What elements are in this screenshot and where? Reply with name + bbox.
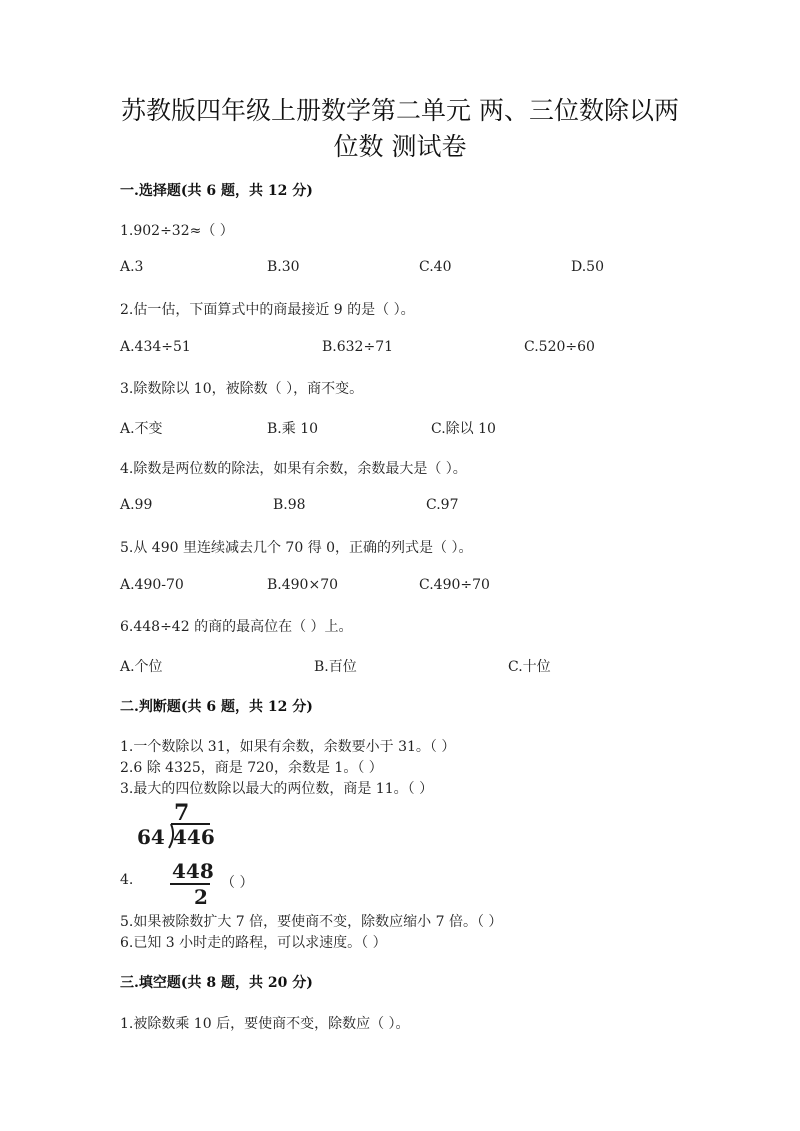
section-fill-heading: 三.填空题(共 8 题，共 20 分) [120, 975, 313, 991]
choice-4-option-a: A.99 [120, 497, 153, 513]
section-judge-heading: 二.判断题(共 6 题，共 12 分) [120, 699, 313, 715]
choice-5-option-a: A.490-70 [120, 577, 184, 593]
fill-question-1: 1.被除数乘 10 后，要使商不变，除数应（ ）。 [120, 1016, 410, 1032]
judge-question-5: 5.如果被除数扩大 7 倍，要使商不变，除数应缩小 7 倍。（ ） [120, 914, 503, 930]
choice-3-option-a: A.不变 [120, 421, 163, 437]
choice-question-5: 5.从 490 里连续减去几个 70 得 0，正确的列式是（ ）。 [120, 540, 473, 556]
division-dividend: 446 [173, 825, 215, 849]
division-remainder: 2 [194, 885, 208, 908]
choice-1-option-c: C.40 [419, 259, 452, 275]
choice-5-option-b: B.490×70 [267, 577, 339, 593]
division-divisor: 64 [137, 825, 165, 849]
choice-question-1: 1.902÷32≈（ ） [120, 223, 234, 239]
choice-4-option-b: B.98 [273, 497, 306, 513]
choice-1-option-b: B.30 [267, 259, 300, 275]
page-title [100, 93, 700, 165]
section-choice-heading: 一.选择题(共 6 题，共 12 分) [120, 183, 313, 199]
choice-5-option-c: C.490÷70 [419, 577, 490, 593]
judge-question-6: 6.已知 3 小时走的路程，可以求速度。（ ） [120, 935, 387, 951]
long-division-figure [136, 800, 216, 908]
title-line-2: 位数 测试卷 [333, 132, 467, 161]
choice-question-6: 6.448÷42 的商的最高位在（ ）上。 [120, 619, 353, 635]
division-product: 448 [172, 859, 214, 883]
choice-2-option-c: C.520÷60 [524, 339, 595, 355]
choice-question-4: 4.除数是两位数的除法，如果有余数，余数最大是（ ）。 [120, 461, 467, 477]
choice-6-option-b: B.百位 [314, 659, 357, 675]
choice-1-option-d: D.50 [571, 259, 604, 275]
choice-3-option-c: C.除以 10 [431, 421, 496, 437]
choice-6-option-a: A.个位 [120, 659, 163, 675]
choice-1-option-a: A.3 [120, 259, 144, 275]
judge-question-1: 1.一个数除以 31，如果有余数，余数要小于 31。（ ） [120, 739, 456, 755]
choice-question-3: 3.除数除以 10，被除数（ ），商不变。 [120, 381, 364, 397]
choice-4-option-c: C.97 [426, 497, 459, 513]
choice-3-option-b: B.乘 10 [267, 421, 319, 437]
choice-2-option-a: A.434÷51 [120, 339, 191, 355]
judge-question-2: 2.6 除 4325，商是 720，余数是 1。（ ） [120, 760, 383, 776]
division-quotient: 7 [174, 800, 190, 826]
judge-question-4-number: 4. [120, 872, 134, 888]
title-line-1: 苏教版四年级上册数学第二单元 两、三位数除以两 [121, 96, 679, 125]
judge-question-4-blank: （ ） [221, 875, 254, 891]
choice-question-2: 2.估一估，下面算式中的商最接近 9 的是（ ）。 [120, 302, 415, 318]
choice-2-option-b: B.632÷71 [322, 339, 394, 355]
judge-question-3: 3.最大的四位数除以最大的两位数，商是 11。（ ） [120, 781, 434, 797]
choice-6-option-c: C.十位 [508, 659, 551, 675]
